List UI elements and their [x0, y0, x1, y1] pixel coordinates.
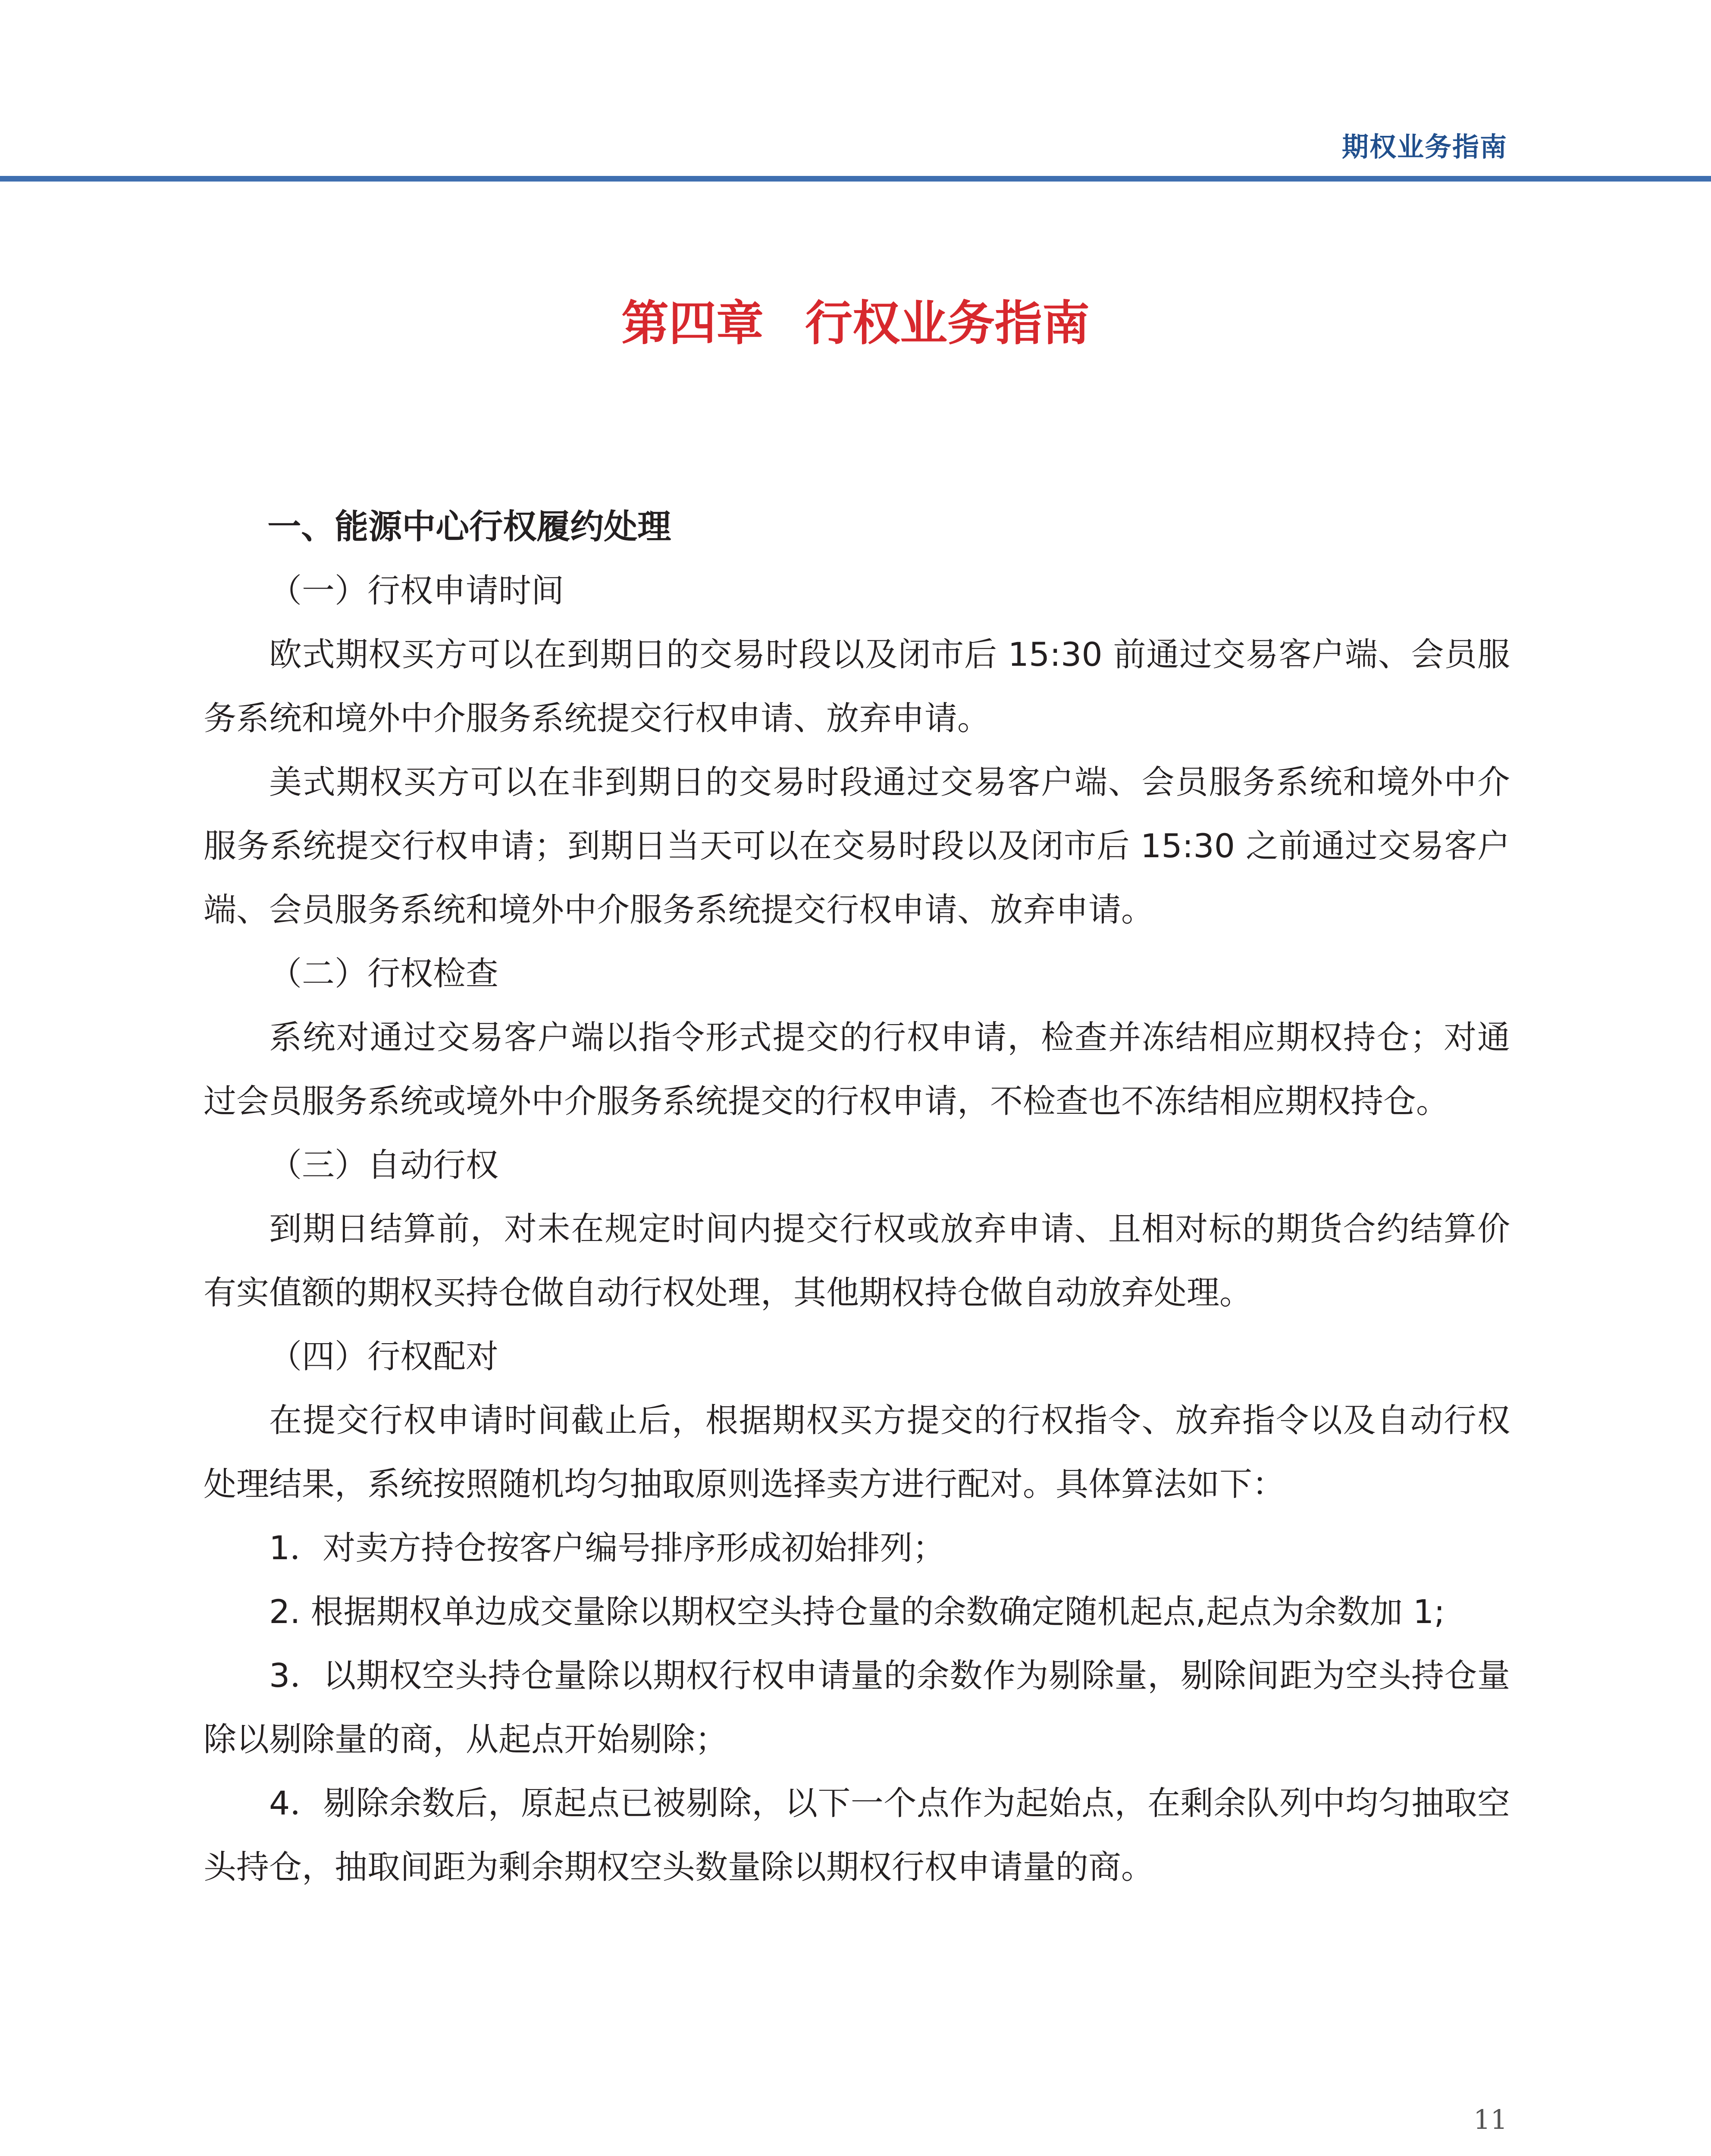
algorithm-step-2: 2. 根据期权单边成交量除以期权空头持仓量的余数确定随机起点,起点为余数加 1;: [269, 1592, 1445, 1631]
algorithm-step-3: 3．以期权空头持仓量除以期权行权申请量的余数作为剔除量，剔除间距为空头持仓量除以剔除量的商，从起点开始剔除；: [204, 1656, 1510, 1758]
paragraph-auto-exercise: 到期日结算前，对未在规定时间内提交行权或放弃申请、且相对标的期货合约结算价有实值额的期权买持仓做自动行权处理，其他期权持仓做自动放弃处理。: [204, 1210, 1510, 1312]
chapter-name: 行权业务指南: [805, 296, 1090, 351]
chapter-number: 第四章: [621, 296, 764, 351]
subsection-heading-auto-exercise: （三）自动行权: [269, 1146, 498, 1184]
algorithm-step-1: 1．对卖方持仓按客户编号排序形成初始排列；: [269, 1529, 946, 1567]
chapter-title: [0, 296, 1711, 351]
paragraph-exercise-matching: 在提交行权申请时间截止后，根据期权买方提交的行权指令、放弃指令以及自动行权处理结果，系统按照随机均匀抽取原则选择卖方进行配对。具体算法如下：: [204, 1401, 1510, 1503]
subsection-heading-exercise-check: （二）行权检查: [269, 954, 498, 993]
body-content: [204, 495, 1510, 1899]
paragraph-european-options: 欧式期权买方可以在到期日的交易时段以及闭市后 15:30 前通过交易客户端、会员服务系统和境外中介服务系统提交行权申请、放弃申请。: [204, 635, 1510, 737]
paragraph-exercise-check: 系统对通过交易客户端以指令形式提交的行权申请，检查并冻结相应期权持仓；对通过会员服务系统或境外中介服务系统提交的行权申请，不检查也不冻结相应期权持仓。: [204, 1018, 1510, 1120]
page-number: 11: [1473, 2104, 1507, 2135]
section-heading: 一、能源中心行权履约处理: [267, 508, 671, 546]
subsection-heading-application-time: （一）行权申请时间: [269, 571, 564, 610]
subsection-heading-exercise-matching: （四）行权配对: [269, 1337, 498, 1376]
header-rule: [0, 176, 1711, 182]
paragraph-american-options: 美式期权买方可以在非到期日的交易时段通过交易客户端、会员服务系统和境外中介服务系统提交行权申请；到期日当天可以在交易时段以及闭市后 15:30 之前通过交易客户端、会员服务系统和境外中介服务系统提交行权申请、放弃申请。: [204, 763, 1510, 929]
running-header: 期权业务指南: [1341, 131, 1507, 163]
algorithm-step-4: 4．剔除余数后，原起点已被剔除，以下一个点作为起始点，在剩余队列中均匀抽取空头持仓，抽取间距为剩余期权空头数量除以期权行权申请量的商。: [204, 1784, 1510, 1886]
